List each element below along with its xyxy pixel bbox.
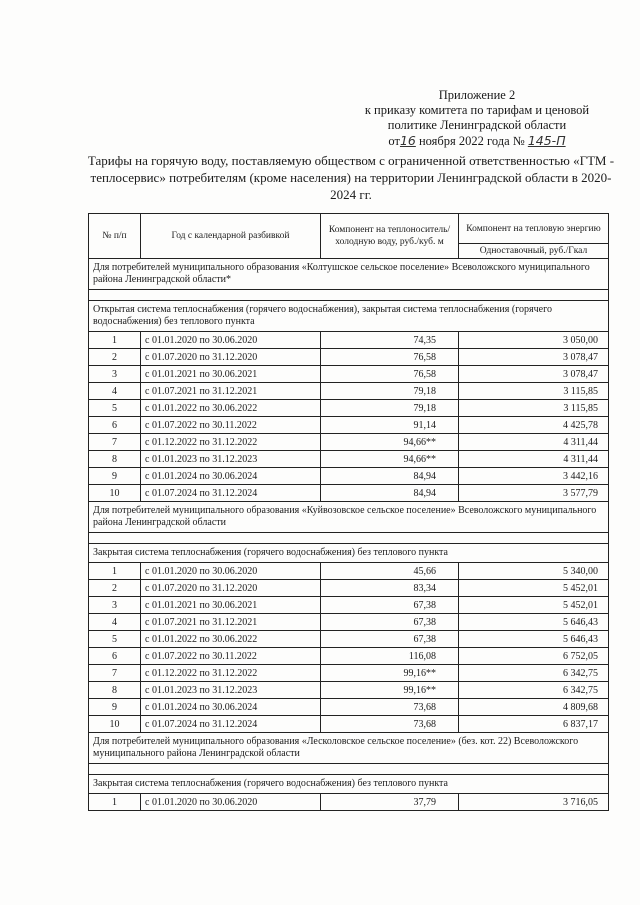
table-row [89,794,609,811]
row-period: с 01.01.2024 по 30.06.2024 [141,699,321,716]
row-number: 1 [89,794,141,811]
table-row [89,349,609,366]
row-number: 1 [89,563,141,580]
row-number: 10 [89,485,141,502]
row-period: с 01.01.2021 по 30.06.2021 [141,366,321,383]
table-row [89,665,609,682]
section-system: Открытая система теплоснабжения (горячего водоснабжения), закрытая система теплоснабжения (горячего водоснабжения) без теплового пункта [89,301,609,332]
document-title: Тарифы на горячую воду, поставляемую обществом с ограниченной ответственностью «ГТМ - теплосервис» потребителям (кроме населения) на территории Ленинградской области в 2020-2024 гг. [87,153,615,202]
table-row [89,682,609,699]
row-energy: 5 452,01 [459,580,609,597]
row-carrier: 94,66** [321,434,459,451]
row-energy: 5 646,43 [459,614,609,631]
row-energy: 6 752,05 [459,648,609,665]
row-number: 2 [89,349,141,366]
row-number: 9 [89,468,141,485]
table-row [89,631,609,648]
row-period: с 01.01.2021 по 30.06.2021 [141,597,321,614]
row-number: 7 [89,434,141,451]
row-energy: 6 342,75 [459,665,609,682]
row-energy: 5 646,43 [459,631,609,648]
section-system: Закрытая система теплоснабжения (горячего водоснабжения) без теплового пункта [89,775,609,794]
row-period: с 01.07.2020 по 31.12.2020 [141,580,321,597]
row-period: с 01.01.2022 по 30.06.2022 [141,400,321,417]
table-row [89,332,609,349]
row-energy: 3 442,16 [459,468,609,485]
row-energy: 4 425,78 [459,417,609,434]
section-system: Закрытая система теплоснабжения (горячего водоснабжения) без теплового пункта [89,544,609,563]
row-carrier: 99,16** [321,665,459,682]
row-period: с 01.07.2021 по 31.12.2021 [141,614,321,631]
row-carrier: 37,79 [321,794,459,811]
row-period: с 01.07.2022 по 30.11.2022 [141,648,321,665]
table-row [89,563,609,580]
appendix-block [362,88,592,149]
row-period: с 01.01.2023 по 31.12.2023 [141,682,321,699]
table-row [89,485,609,502]
row-number: 8 [89,682,141,699]
appendix-date-line [362,133,592,149]
header-energy: Компонент на тепловую энергию [459,214,609,244]
table-row [89,614,609,631]
row-number: 5 [89,400,141,417]
row-number: 3 [89,366,141,383]
row-period: с 01.01.2020 по 30.06.2020 [141,563,321,580]
row-period: с 01.01.2024 по 30.06.2024 [141,468,321,485]
row-energy: 6 342,75 [459,682,609,699]
row-number: 6 [89,417,141,434]
row-carrier: 67,38 [321,614,459,631]
table-row [89,648,609,665]
row-energy: 4 311,44 [459,451,609,468]
section-consumer: Для потребителей муниципального образования «Колтушское сельское поселение» Всеволожского муниципального района Ленинградской области* [89,259,609,290]
row-energy: 3 577,79 [459,485,609,502]
row-carrier: 73,68 [321,699,459,716]
row-energy: 6 837,17 [459,716,609,733]
row-number: 8 [89,451,141,468]
row-energy: 3 078,47 [459,349,609,366]
appendix-committee-line: политике Ленинградской области [387,118,567,132]
row-number: 1 [89,332,141,349]
row-number: 9 [89,699,141,716]
row-carrier: 67,38 [321,631,459,648]
section-consumer: Для потребителей муниципального образования «Лесколовское сельское поселение» (без. кот. 22) Всеволожского муниципального района Ленинградской области [89,733,609,764]
row-carrier: 76,58 [321,349,459,366]
row-period: с 01.01.2020 по 30.06.2020 [141,794,321,811]
row-period: с 01.01.2020 по 30.06.2020 [141,332,321,349]
table-row [89,366,609,383]
date-middle: ноября 2022 года № [418,134,525,148]
row-number: 7 [89,665,141,682]
appendix-title: Приложение 2 [438,88,516,102]
row-carrier: 74,35 [321,332,459,349]
row-energy: 4 311,44 [459,434,609,451]
row-period: с 01.07.2024 по 31.12.2024 [141,716,321,733]
row-carrier: 79,18 [321,383,459,400]
row-period: с 01.07.2022 по 30.11.2022 [141,417,321,434]
row-carrier: 45,66 [321,563,459,580]
section-consumer: Для потребителей муниципального образования «Куйвозовское сельское поселение» Всеволожского муниципального района Ленинградской области [89,502,609,533]
row-period: с 01.01.2022 по 30.06.2022 [141,631,321,648]
row-number: 4 [89,614,141,631]
table-row [89,400,609,417]
row-number: 4 [89,383,141,400]
row-period: с 01.07.2020 по 31.12.2020 [141,349,321,366]
table-row [89,716,609,733]
row-energy: 3 050,00 [459,332,609,349]
row-carrier: 84,94 [321,485,459,502]
row-number: 2 [89,580,141,597]
row-number: 6 [89,648,141,665]
row-energy: 3 078,47 [459,366,609,383]
table-row [89,468,609,485]
row-number: 10 [89,716,141,733]
row-period: с 01.12.2022 по 31.12.2022 [141,434,321,451]
row-period: с 01.01.2023 по 31.12.2023 [141,451,321,468]
row-carrier: 84,94 [321,468,459,485]
header-energy-unit: Одноставочный, руб./Гкал [459,244,609,259]
row-carrier: 99,16** [321,682,459,699]
table-row [89,451,609,468]
row-period: с 01.12.2022 по 31.12.2022 [141,665,321,682]
row-carrier: 83,34 [321,580,459,597]
row-carrier: 79,18 [321,400,459,417]
table-row [89,417,609,434]
row-energy: 3 115,85 [459,400,609,417]
header-number: № п/п [89,214,141,259]
row-period: с 01.07.2024 по 31.12.2024 [141,485,321,502]
row-carrier: 76,58 [321,366,459,383]
appendix-order-line: к приказу комитета по тарифам и ценовой [364,103,590,117]
table-body [89,259,609,811]
handwritten-day: 16 [399,133,416,148]
table-row [89,434,609,451]
handwritten-order-number: 145-П [527,133,566,148]
table-row [89,383,609,400]
row-number: 5 [89,631,141,648]
date-prefix: от [388,134,400,148]
row-carrier: 116,08 [321,648,459,665]
table-row [89,580,609,597]
header-carrier: Компонент на теплоноситель/ холодную воду, руб./куб. м [321,214,459,259]
row-energy: 3 716,05 [459,794,609,811]
row-carrier: 67,38 [321,597,459,614]
row-period: с 01.07.2021 по 31.12.2021 [141,383,321,400]
row-carrier: 73,68 [321,716,459,733]
row-energy: 5 340,00 [459,563,609,580]
row-carrier: 91,14 [321,417,459,434]
table-row [89,699,609,716]
row-energy: 5 452,01 [459,597,609,614]
table-row [89,597,609,614]
row-number: 3 [89,597,141,614]
header-period: Год с календарной разбивкой [141,214,321,259]
row-energy: 3 115,85 [459,383,609,400]
tariff-table [88,213,609,811]
row-energy: 4 809,68 [459,699,609,716]
row-carrier: 94,66** [321,451,459,468]
